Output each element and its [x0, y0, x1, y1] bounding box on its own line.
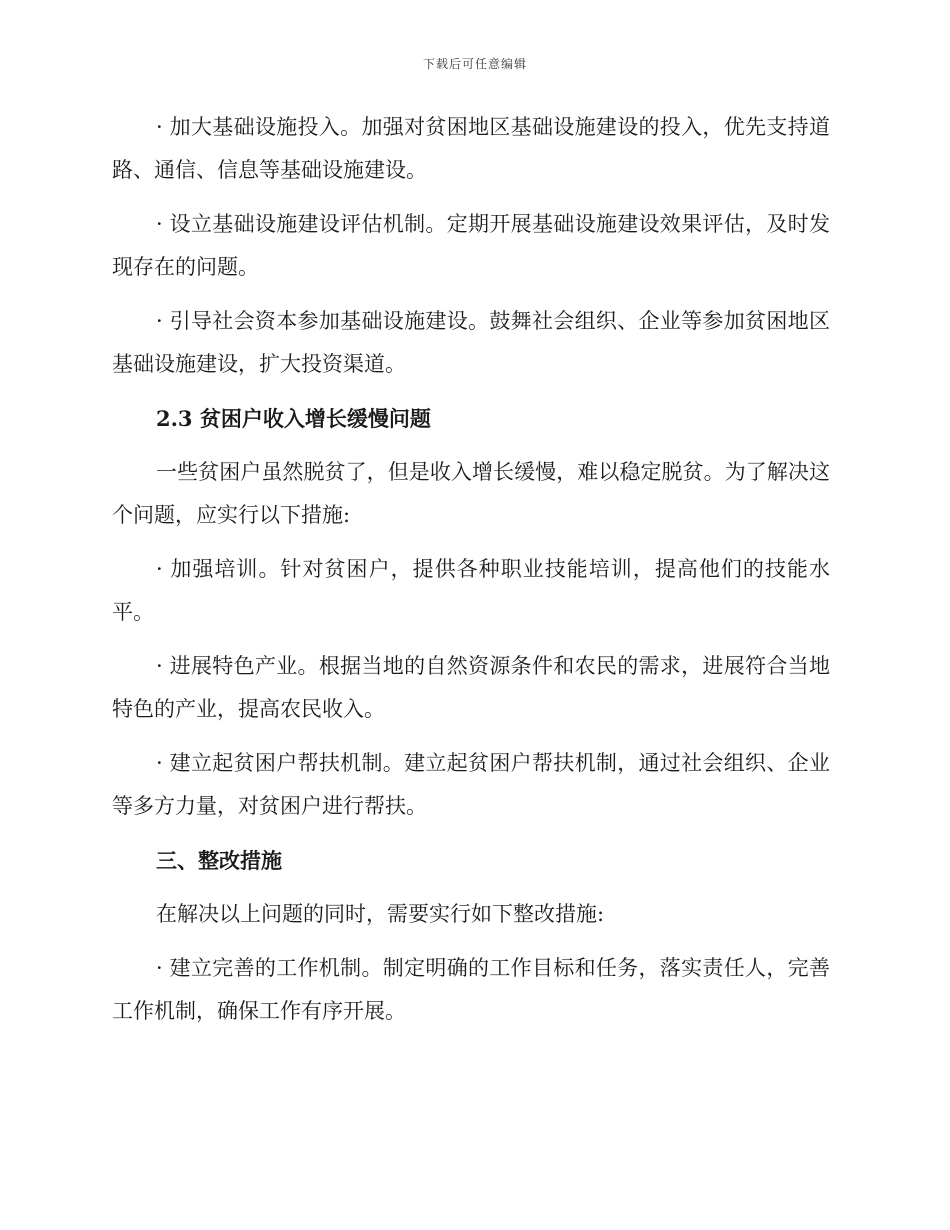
section-heading-rectification: 三、整改措施: [156, 848, 282, 873]
document-body: [112, 106, 830, 1044]
paragraph-rectification-intro: 在解决以上问题的同时，需要实行如下整改措施:: [156, 902, 605, 926]
paragraph-income-intro: 一些贫困户虽然脱贫了，但是收入增长缓慢，难以稳定脱贫。为了解决这个问题，应实行以下措施:: [112, 460, 830, 527]
paragraph-training: · 加强培训。针对贫困户，提供各种职业技能培训，提高他们的技能水平。: [112, 557, 830, 624]
section-heading-income-growth: 2.3 贫困户收入增长缓慢问题: [156, 406, 431, 431]
paragraph-infrastructure-investment: · 加大基础设施投入。加强对贫困地区基础设施建设的投入，优先支持道路、通信、信息等基础设施建设。: [112, 115, 830, 182]
paragraph-evaluation-mechanism: · 设立基础设施建设评估机制。定期开展基础设施建设效果评估，及时发现存在的问题。: [112, 212, 830, 279]
paragraph-support-mechanism: · 建立起贫困户帮扶机制。建立起贫困户帮扶机制，通过社会组织、企业等多方力量，对贫困户进行帮扶。: [112, 751, 830, 818]
paragraph-featured-industry: · 进展特色产业。根据当地的自然资源条件和农民的需求，进展符合当地特色的产业，提高农民收入。: [112, 654, 830, 721]
page-header-note: 下载后可任意编辑: [422, 57, 527, 71]
paragraph-social-capital: · 引导社会资本参加基础设施建设。鼓舞社会组织、企业等参加贫困地区基础设施建设，扩大投资渠道。: [112, 309, 830, 376]
paragraph-work-mechanism: · 建立完善的工作机制。制定明确的工作目标和任务，落实责任人，完善工作机制，确保工作有序开展。: [112, 956, 830, 1023]
